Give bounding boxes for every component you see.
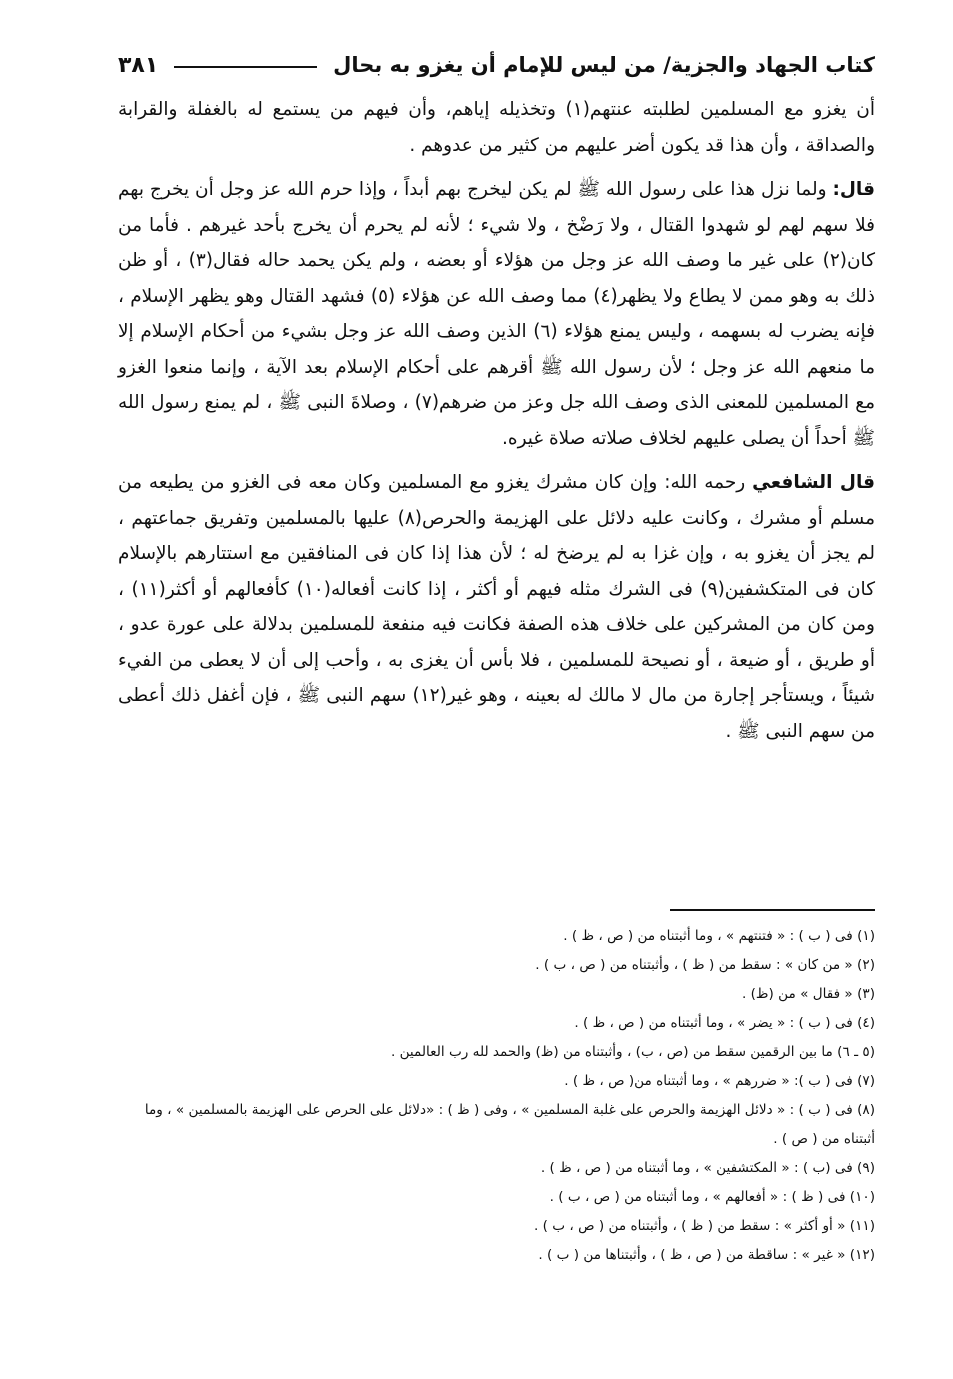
paragraph-3-text: رحمه الله: وإن كان مشرك يغزو مع المسلمين وكان معه فى الغزو من يطيعه من مسلم أو مشرك ، وكانت عليه دلائل على الهزيمة والحرص(٨) عليها بالمسلمين وتفريق جماعتهم ، لم يجز أن يغزو به ، وإن غزا به لم يرضخ له ؛ لأن هذا إذا كان فى المنافقين مع استتارهم بالإسلام كان فى المتكشفين(٩) فى الشرك مثله فيهم أو أكثر ، إذا كانت أفعاله(١٠) كأفعالهم أو أكثر(١١) ، ومن كان من المشركين على خلاف هذه الصفة فكانت فيه منفعة للمسلمين بدلالة على عورة عدو ، أو طريق ، أو ضيعة ، أو نصيحة للمسلمين ، فلا بأس أن يغزى به ، وأحب إلى أن لا يعطى من الفيء شيئاً ، ويستأجر إجارة من مال لا مالك له بعينه ، وهو غير(١٢) سهم النبى ﷺ ، فإن أغفل ذلك أعطى من سهم النبى ﷺ . [118,472,876,742]
header-title: كتاب الجهاد والجزية/ من ليس للإمام أن يغزو به بحال [333,53,875,77]
paragraph-2-text: ولما نزل هذا على رسول الله ﷺ لم يكن ليخرج بهم أبداً ، وإذا حرم الله عز وجل أن يخرج بهم فلا سهم لهم لو شهدوا القتال ، ولا رَضْخ ، ولا شيء ؛ لأنه لم يحرم أن يخرج بأحد غيرهم . فأما من كان(٢) على غير ما وصف الله عز وجل من هؤلاء أو بعضه ، ولم يكن يحمد حاله فقال(٣) ، أو ظن ذلك به وهو ممن لا يطاع ولا يظهر(٤) مما وصف الله عن هؤلاء (٥) فشهد القتال وهو يظهر الإسلام ، فإنه يضرب له بسهمه ، وليس يمنع هؤلاء (٦) الذين وصف الله عز وجل بشيء من أحكام الإسلام إلا ما منعهم الله عز وجل ؛ لأن رسول الله ﷺ أقرهم على أحكام الإسلام بعد الآية ، وإنما منعوا الغزو مع المسلمين للمعنى الذى وصف الله جل وعز من ضرهم(٧) ، وصلاةَ النبى ﷺ ، لم يمنع رسول الله ﷺ أحداً أن يصلى عليهم لخلاف صلاته صلاة غيره. [118,179,875,449]
footnote-9: (٩) فى (ب ) : « المكتشفين » ، وما أثبتناه من ( ص ، ظ ) . [540,1160,875,1176]
main-text [118,92,875,749]
paragraph-3 [118,465,875,749]
paragraph-2-speaker: قال: [832,179,875,200]
footnote-7: (٧) فى ( ب ): « ضررهم » ، وما أثبتناه من( ص ، ظ ) . [564,1073,875,1089]
footnote-1: (١) فى ( ب ) : « فتنتهم » ، وما أثبتناه من ( ص ، ظ ) . [563,928,875,944]
footnote-3: (٣) « فقال » من (ظ) . [741,986,875,1002]
footnote-10: (١٠) فى ( ظ ) : « أفعالهم » ، وما أثبتناه من ( ص ، ب ) . [549,1189,875,1205]
paragraph-3-speaker: قال الشافعي [752,472,875,493]
footnote-5-6: (٥ ـ ٦) ما بين الرقمين سقط من (ص ، ب) ، وأثبتناه من (ظ) والحمد لله رب العالمين . [390,1044,875,1060]
paragraph-2 [118,172,875,456]
footnote-8: (٨) فى ( ب ) : « دلائل الهزيمة والحرص على غلبة المسلمين » ، وفى ( ظ ) : «دلائل على الحرص على الهزيمة بالمسلمين » ، وما أثبتناه من ( ص ) . [144,1102,875,1147]
footnotes [130,922,875,1270]
footnote-2: (٢) « من كان » : سقط من ( ظ ) ، وأثبتناه من ( ص ، ب ) . [535,957,875,973]
header-rule [174,66,317,68]
footnote-12: (١٢) « غير » : ساقطة من ( ص ، ظ ) ، وأثبتناها من ( ب ) . [538,1247,875,1263]
footnote-divider [670,909,875,911]
paragraph-1: أن يغزو مع المسلمين لطلبته عنتهم(١) وتخذيله إياهم، وأن فيهم من يستمع له بالغفلة والقرابة والصداقة ، وأن هذا قد يكون أضر عليهم من كثير من عدوهم . [118,99,875,156]
footnote-4: (٤) فى ( ب ) : « يضر » ، وما أثبتناه من ( ص ، ظ ) . [574,1015,875,1031]
footnote-11: (١١) « أو أكثر » : سقط من ( ظ ) ، وأثبتناه من ( ص ، ب ) . [534,1218,875,1234]
running-header [118,40,875,90]
page-number: ٣٨١ [118,52,159,78]
